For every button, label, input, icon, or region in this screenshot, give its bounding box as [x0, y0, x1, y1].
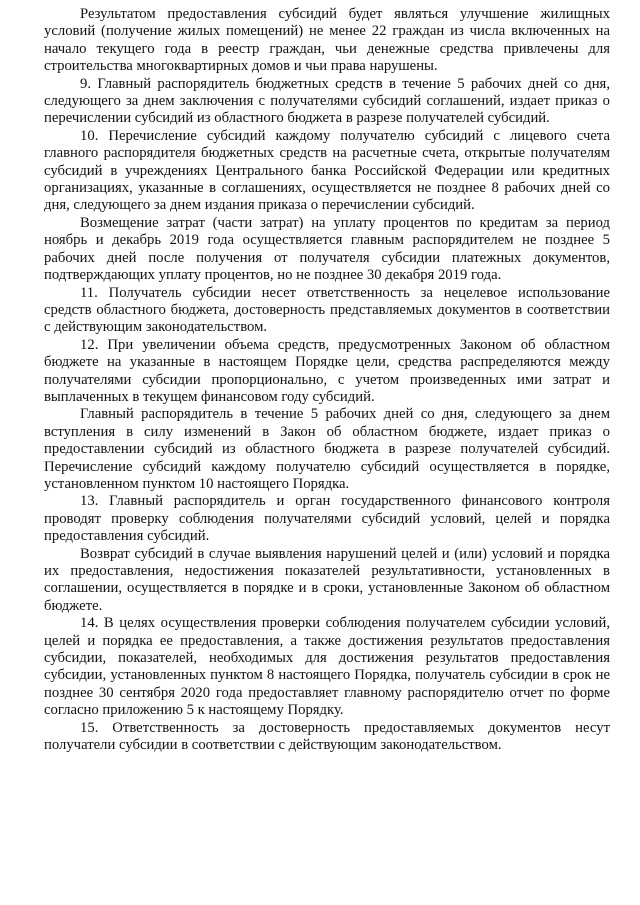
paragraph-11: 11. Получатель субсидии несет ответственность за нецелевое использование средств областного бюджета, достоверность представляемых документов в соответствии с действующим законодательством. [44, 284, 610, 336]
paragraph-order-issuance: Главный распорядитель в течение 5 рабочих дней со дня, следующего за днем вступления в силу изменений в Закон об областном бюджете, издает приказ о предоставлении субсидий из областного бюджета в разрезе получателей субсидий. Перечисление субсидий каждому получателю субсидий осуществляется в порядке, установленном пунктом 10 настоящего Порядка. [44, 406, 610, 492]
document-page [44, 6, 610, 754]
paragraph-9: 9. Главный распорядитель бюджетных средств в течение 5 рабочих дней со дня, следующего за днем заключения с получателями субсидий соглашений, издает приказ о перечислении субсидий из областного бюджета в разрезе получателей субсидий. [44, 75, 610, 127]
paragraph-results: Результатом предоставления субсидий будет являться улучшение жилищных условий (получение жилых помещений) не менее 22 граждан из числа включенных на начало текущего года в реестр граждан, чьи денежные средства привлечены для строительства многоквартирных домов и чьи права нарушены. [44, 6, 610, 75]
paragraph-refund: Возврат субсидий в случае выявления нарушений целей и (или) условий и порядка их предоставления, недостижения показателей результативности, установленных в соглашении, осуществляется в порядке и в сроки, установленные Законом об областном бюджете. [44, 545, 610, 614]
paragraph-15: 15. Ответственность за достоверность предоставляемых документов несут получатели субсидии в соответствии с действующим законодательством. [44, 719, 610, 754]
paragraph-13: 13. Главный распорядитель и орган государственного финансового контроля проводят проверку соблюдения получателями субсидий условий, целей и порядка предоставления субсидий. [44, 493, 610, 545]
paragraph-12: 12. При увеличении объема средств, предусмотренных Законом об областном бюджете на указанные в настоящем Порядке цели, средства распределяются между получателями субсидии пропорционально, с учетом произведенных ими затрат и выплаченных в текущем финансовом году субсидий. [44, 336, 610, 405]
paragraph-10: 10. Перечисление субсидий каждому получателю субсидий с лицевого счета главного распорядителя бюджетных средств на расчетные счета, открытые получателям субсидий в учреждениях Центрального банка Российской Федерации или кредитных организациях, указанные в соглашениях, осуществляется не позднее 8 рабочих дней со дня, следующего за днем издания приказа о перечислении субсидий. [44, 127, 610, 214]
paragraph-reimbursement: Возмещение затрат (части затрат) на уплату процентов по кредитам за период ноябрь и декабрь 2019 года осуществляется главным распорядителем не позднее 5 рабочих дней после получения от получателя субсидии платежных документов, подтверждающих уплату процентов, но не позднее 30 декабря 2019 года. [44, 214, 610, 284]
paragraph-14: 14. В целях осуществления проверки соблюдения получателем субсидии условий, целей и порядка ее предоставления, а также достижения результатов предоставления субсидии, показателей, необходимых для достижения результатов предоставления субсидии, установленных пунктом 8 настоящего Порядка, получатель субсидии в срок не позднее 30 сентября 2020 года предоставляет главному распорядителю отчет по форме согласно приложению 5 к настоящему Порядку. [44, 615, 610, 719]
